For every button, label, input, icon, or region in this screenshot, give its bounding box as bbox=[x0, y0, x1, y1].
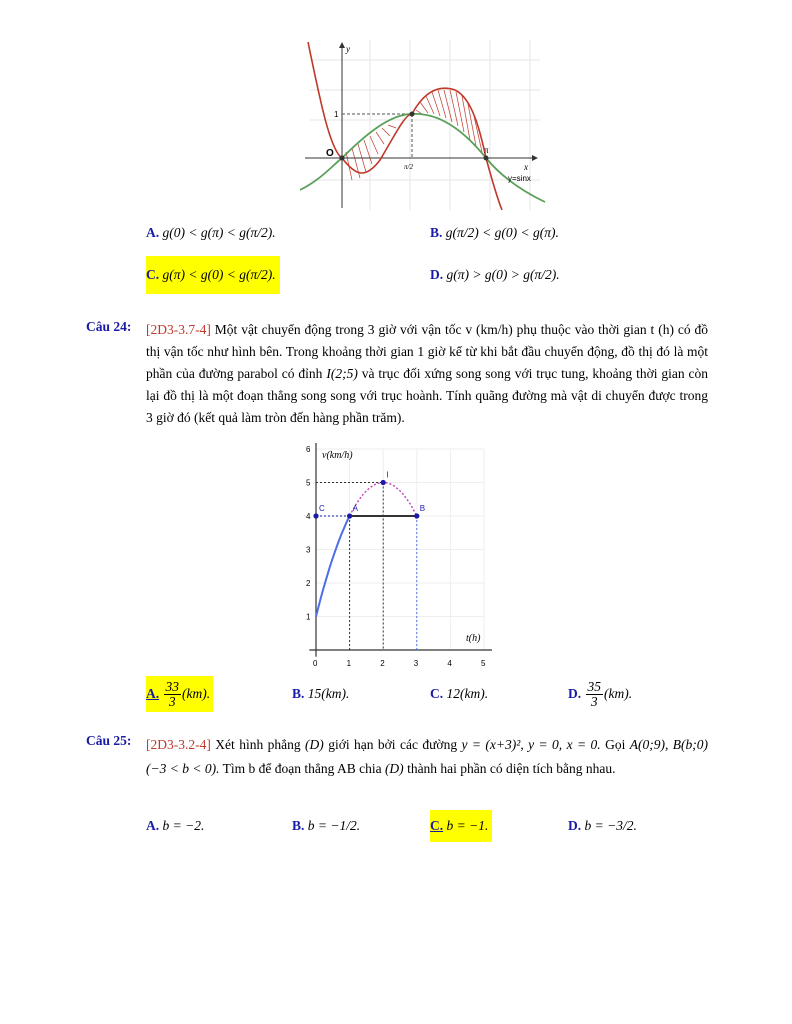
tick-one-label: 1 bbox=[334, 110, 339, 119]
q25-t1: Xét hình phẳng bbox=[215, 737, 301, 752]
q25-t5: thành hai phần có diện tích bbox=[407, 761, 553, 776]
y-tick-label: 6 bbox=[306, 445, 311, 454]
q24-b-label: B. bbox=[292, 686, 305, 701]
q24-c-label: C. bbox=[430, 686, 444, 701]
q25-tag: [2D3-3.2-4] bbox=[146, 737, 211, 752]
q24-line5: quãng đường mà vật di chuyển được trong 3 giờ đó (kết quả làm tròn đến hàng phần trăm). bbox=[146, 388, 708, 425]
q24-number: Câu 24: bbox=[86, 319, 132, 334]
q24-line3b: và trục đối xứng song song với bbox=[361, 366, 533, 381]
curve-label: y=sinx bbox=[508, 174, 531, 183]
q24-d-den: 3 bbox=[590, 694, 598, 710]
x-tick-label: 2 bbox=[380, 659, 385, 668]
y-tick-label: 2 bbox=[306, 579, 311, 588]
q23-c-text: g(π) < g(0) < g(π/2). bbox=[162, 267, 276, 282]
q24-line4: trục tung, khoảng thời gian còn lại đồ thị là một đoạn thẳng song song với trục hoành. Tính bbox=[146, 366, 709, 403]
point-label: I bbox=[386, 470, 389, 480]
q23-d-text: g(π) > g(0) > g(π/2). bbox=[446, 267, 560, 282]
q24-body bbox=[146, 319, 708, 429]
y-tick-label: 3 bbox=[306, 545, 311, 555]
q24-b-text: 15(km). bbox=[307, 686, 350, 701]
q25-option-c[interactable] bbox=[430, 810, 492, 842]
q25-d1: (D) bbox=[305, 737, 324, 752]
q25-number: Câu 25: bbox=[86, 733, 132, 748]
chart-xlabel: t(h) bbox=[466, 633, 481, 644]
q25-t3: Gọi bbox=[605, 737, 626, 752]
point-label: B bbox=[419, 504, 426, 513]
q24-d-unit: (km). bbox=[604, 686, 633, 701]
x-axis-label: x bbox=[524, 162, 528, 172]
q24-a-den: 3 bbox=[168, 694, 176, 710]
q23-c-label: C. bbox=[146, 267, 160, 282]
q24-line3a: động, đồ thị đó là một phần của đường parabol có đỉnh bbox=[146, 344, 709, 381]
q24-option-d[interactable] bbox=[568, 676, 632, 712]
q24-a-unit: (km). bbox=[182, 686, 211, 701]
q25-option-d[interactable] bbox=[568, 810, 637, 842]
sine-figure bbox=[300, 40, 550, 210]
q23-b-text: g(π/2) < g(0) < g(π). bbox=[445, 225, 559, 240]
q23-option-a[interactable] bbox=[146, 216, 276, 250]
q25-d2: (D) bbox=[384, 761, 404, 776]
q25-b-text: b = −1/2. bbox=[307, 818, 361, 833]
x-tick-label: 1 bbox=[346, 659, 352, 668]
q23-a-text: g(0) < g(π) < g(π/2). bbox=[162, 225, 276, 240]
q23-d-label: D. bbox=[430, 267, 444, 282]
q24-line1: Một vật chuyển động trong 3 giờ với vận tốc v (km/h) phụ thuộc vào thời gian t bbox=[214, 322, 655, 337]
velocity-chart bbox=[290, 438, 505, 670]
q25-body bbox=[146, 733, 708, 781]
q25-a-label: A. bbox=[146, 818, 160, 833]
q24-c-text: 12(km). bbox=[446, 686, 489, 701]
q24-d-num: 35 bbox=[587, 679, 601, 695]
point-i bbox=[381, 480, 386, 485]
chart-ylabel: v(km/h) bbox=[322, 450, 353, 461]
q25-c-text: b = −1. bbox=[446, 818, 489, 833]
q25-d-text: b = −3/2. bbox=[584, 818, 637, 833]
q24-d-label: D. bbox=[568, 686, 582, 701]
q25-points: A(0;9), B(b;0) (−3 < b < 0). bbox=[146, 737, 709, 776]
y-tick-label: 1 bbox=[306, 612, 311, 622]
q25-t4: Tìm b để đoạn thẳng AB chia bbox=[222, 761, 382, 776]
q25-a-text: b = −2. bbox=[162, 818, 205, 833]
q24-a-num: 33 bbox=[165, 679, 179, 695]
q23-option-b[interactable] bbox=[430, 216, 559, 250]
q23-b-label: B. bbox=[430, 225, 443, 240]
q24-option-b[interactable] bbox=[292, 676, 349, 712]
y-tick-label: 5 bbox=[306, 478, 311, 488]
q25-d-label: D. bbox=[568, 818, 582, 833]
q24-tag: [2D3-3.7-4] bbox=[146, 322, 211, 337]
x-tick-label: 5 bbox=[481, 659, 486, 668]
q25-option-b[interactable] bbox=[292, 810, 360, 842]
y-tick-label: 4 bbox=[306, 512, 311, 521]
point-b bbox=[414, 513, 419, 518]
x-tick-label: 4 bbox=[447, 659, 452, 668]
q23-option-d[interactable] bbox=[430, 256, 560, 294]
q24-a-label: A. bbox=[146, 686, 160, 701]
q24-option-a[interactable] bbox=[146, 676, 213, 712]
point-a bbox=[347, 513, 352, 518]
q25-b-label: B. bbox=[292, 818, 305, 833]
tick-pi-label: π bbox=[484, 145, 489, 155]
origin-label: O bbox=[326, 148, 334, 159]
x-tick-label: 0 bbox=[313, 659, 318, 668]
point-label: A bbox=[352, 504, 358, 513]
q25-c-label: C. bbox=[430, 818, 444, 833]
y-axis-label: y bbox=[346, 44, 350, 54]
x-tick-label: 3 bbox=[413, 659, 419, 668]
q25-t6: bằng nhau. bbox=[556, 761, 616, 776]
parabola-segment bbox=[316, 516, 350, 617]
q23-option-c[interactable] bbox=[146, 256, 280, 294]
point-c bbox=[313, 513, 318, 518]
point-label: C bbox=[319, 504, 325, 513]
tick-half-pi-label: π/2 bbox=[404, 163, 413, 171]
q25-curve: y = (x+3)², y = 0, x = 0. bbox=[461, 737, 601, 752]
q24-line2: (h) có đồ thị vận tốc như hình bên. Trong khoảng thời gian 1 giờ kể từ khi bắt đầu chuyển bbox=[146, 322, 709, 359]
q23-a-label: A. bbox=[146, 225, 160, 240]
q24-option-c[interactable] bbox=[430, 676, 488, 712]
q25-option-a[interactable] bbox=[146, 810, 204, 842]
q25-t2: giới hạn bởi các đường bbox=[328, 737, 458, 752]
q24-vertex: I(2;5) bbox=[326, 366, 358, 381]
